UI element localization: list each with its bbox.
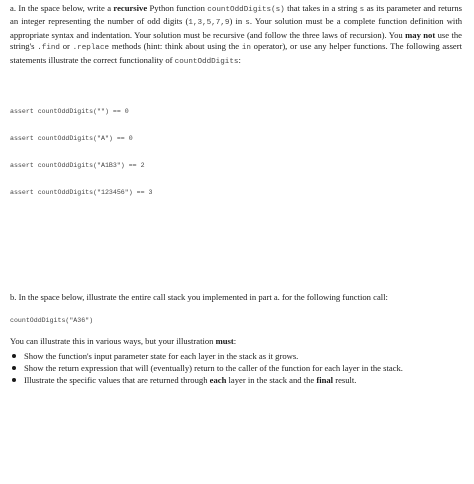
text: : xyxy=(233,336,237,346)
part-b-heading: b. In the space below, illustrate the entire call stack you implemented in part a. for the following function call: xyxy=(10,292,388,302)
text: layer in the stack and the xyxy=(226,375,317,386)
text: You can illustrate this in various ways, but your illustration xyxy=(10,336,216,346)
list-item xyxy=(10,362,462,374)
method-name: .replace xyxy=(72,44,110,53)
operator-name: in xyxy=(241,44,251,53)
assert-line: assert countOddDigits("123456") == 3 xyxy=(10,189,153,196)
text: Python function xyxy=(147,3,208,13)
text: as its parameter and returns an integer representing the number of odd digits ( xyxy=(10,3,462,27)
function-call-code: countOddDigits("A36") xyxy=(10,317,94,324)
text: use the string's xyxy=(10,29,462,52)
bullet-icon xyxy=(12,378,16,382)
bold-text: each xyxy=(209,375,227,386)
text: a. In the space below, write a xyxy=(10,3,114,13)
text: Show the return expression that will (eventually) return to the caller of the function for each layer in the stack. xyxy=(24,363,403,374)
bullet-icon xyxy=(12,354,16,358)
bold-text: must xyxy=(215,336,234,346)
part-a-instructions xyxy=(10,3,462,68)
assert-code-block xyxy=(10,89,152,215)
odd-digits-list: 1,3,5,7,9 xyxy=(188,19,230,28)
text: or xyxy=(60,41,73,52)
variable-name: s xyxy=(245,19,250,28)
text: operator), or use any helper functions. The following assert statements illustrate the correct functionality of xyxy=(10,41,462,65)
assert-line: assert countOddDigits("A") == 0 xyxy=(10,135,133,142)
bold-text: recursive xyxy=(113,3,148,13)
assert-line: assert countOddDigits("A1B3") == 2 xyxy=(10,162,145,169)
function-name: countOddDigits xyxy=(174,57,239,66)
text: : xyxy=(238,54,241,65)
bullet-icon xyxy=(12,366,16,370)
method-name: .find xyxy=(37,44,60,53)
text: Illustrate the specific values that are returned through xyxy=(24,375,210,386)
requirements-list xyxy=(10,350,462,387)
text: methods (hint: think about using the xyxy=(109,41,242,52)
text: ) in xyxy=(229,16,246,27)
function-signature: countOddDigits(s) xyxy=(207,6,285,14)
list-item xyxy=(10,350,462,362)
bold-text: may not xyxy=(405,29,436,40)
text: result. xyxy=(333,375,357,386)
text: . Your solution must be a complete function definition with appropriate syntax and indentation. Your solution must be recursive (and follow the three laws of recursion). You xyxy=(10,16,463,40)
text: that takes in a string xyxy=(284,3,360,13)
part-b-intro xyxy=(10,336,462,347)
list-item xyxy=(10,374,462,386)
assert-line: assert countOddDigits("") == 0 xyxy=(10,108,129,115)
text: Show the function's input parameter state for each layer in the stack as it grows. xyxy=(24,351,299,361)
variable-name: s xyxy=(359,6,365,14)
bold-text: final xyxy=(316,375,334,386)
